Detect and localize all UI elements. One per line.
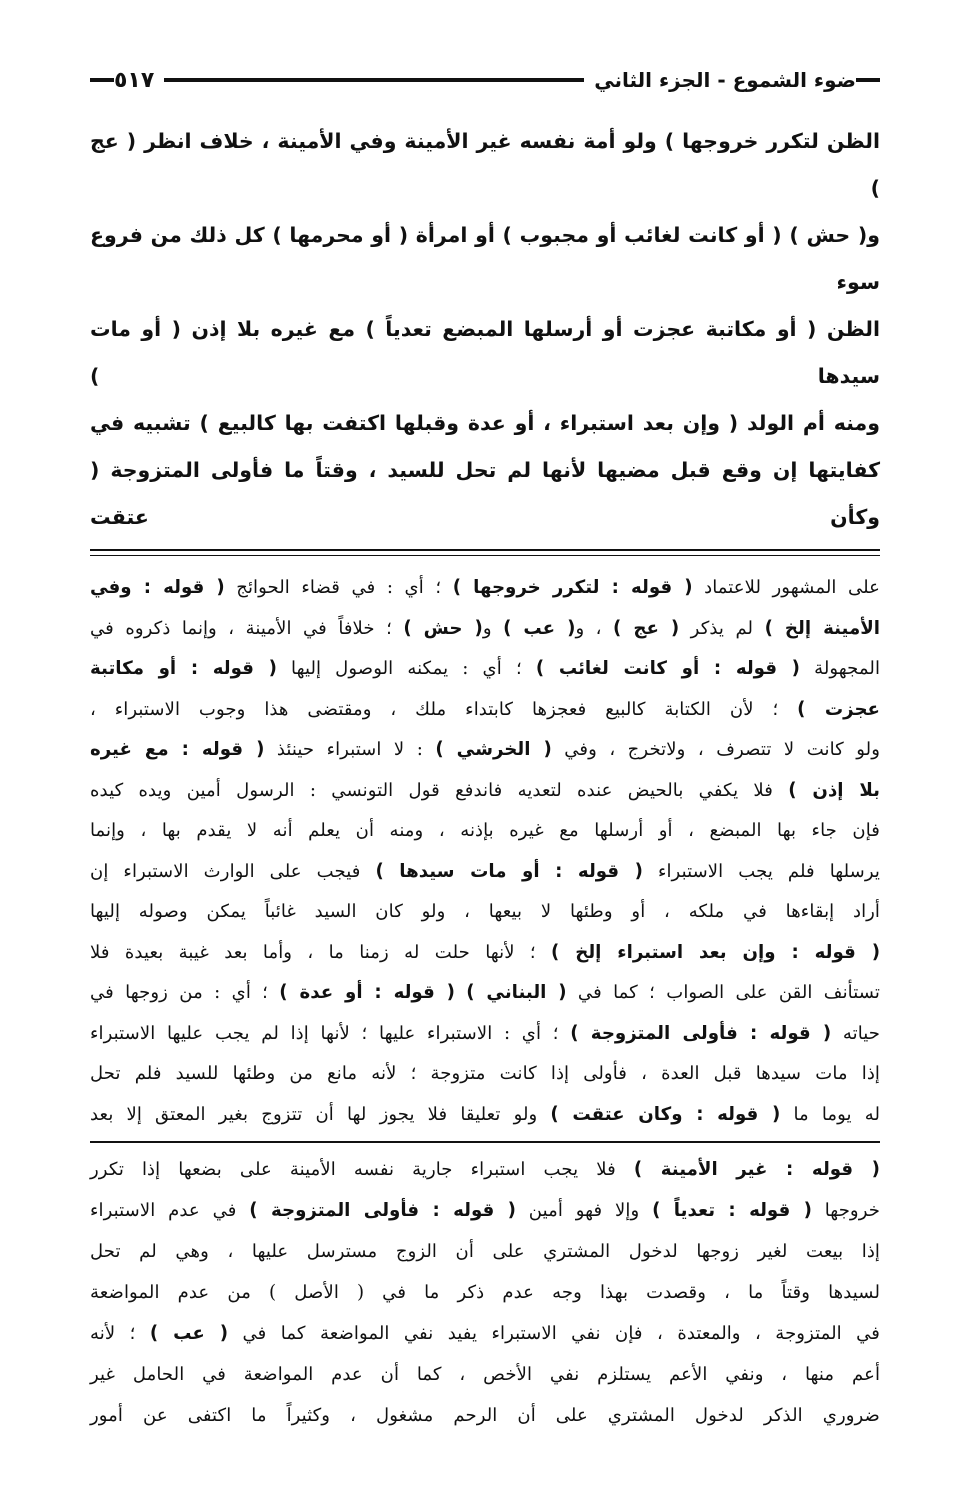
commentary-text <box>90 568 880 1135</box>
line-text: إذا بيعت لغير زوجها لدخول المشتري على أن الزوج مسترسل عليها ، وهي لم تحل <box>90 1241 880 1262</box>
commentary-line <box>90 730 880 771</box>
header-rule <box>164 78 584 82</box>
line-text: ؛ أي : يمكنه الوصول إليها <box>276 658 536 679</box>
bold-citation: ( قوله : أو كانت لغائب ) <box>535 658 800 679</box>
marginal-notes-text <box>90 1149 880 1436</box>
bold-citation: عجزت ) <box>797 698 880 720</box>
commentary-line <box>90 1095 880 1136</box>
line-text: فلا يكفي بالحيض عنده لتعديه فاندفع قول التونسي : الرسول أمين ويده كيده <box>90 779 789 801</box>
commentary-line <box>90 852 880 893</box>
bold-citation: ( حش ) <box>403 617 483 639</box>
line-text: لسيدها وقتاً ما ، وقصدت بهذا وجه عدم ذكر ما في ( الأصل ) من عدم المواضعة <box>90 1282 880 1303</box>
marginal-note-line <box>90 1354 880 1395</box>
line-text: على المشهور للاعتماد <box>692 577 881 598</box>
main-text-line: الظن لتكرر خروجها ) ولو أمة نفسه غير الأمينة وفي الأمينة ، خلاف انظر ( عج ) <box>90 129 880 200</box>
line-text: ولو تعليقا فلا يجوز لها أن تتزوج بغير المعتق إلا بعد <box>90 1103 551 1125</box>
main-text <box>90 118 880 541</box>
commentary-line <box>90 973 880 1014</box>
bold-citation: ( قوله : وإن بعد استبراء إلخ ) <box>551 941 881 963</box>
line-text: ؛ لأنها حلت له زمنا ما ، وأما بعد غيبة بعيدة فلا <box>90 941 552 963</box>
section-divider <box>90 1141 880 1143</box>
line-text: وإلا فهو أمين <box>515 1200 653 1221</box>
bold-citation: ( قوله : أو عدة ) <box>279 982 455 1003</box>
commentary-line <box>90 649 880 690</box>
header-rule-left <box>90 78 114 82</box>
line-text: فإن جاء بها المبضع ، أو أرسلها مع غيره بإذنه ، ومنه أن يعلم أنه لا يقدم بها ، وإنما <box>90 820 880 841</box>
marginal-note-line <box>90 1395 880 1436</box>
bold-citation: ( قوله : مع غيره <box>90 739 265 760</box>
bold-citation: بلا إذن ) <box>788 779 880 801</box>
bold-citation: ( قوله : أو مكاتبة <box>90 658 277 679</box>
section-divider-double <box>90 549 880 556</box>
line-text: المجهولة <box>799 658 881 679</box>
commentary-line <box>90 690 880 731</box>
bold-citation: ( عج ) <box>613 617 680 639</box>
line-text: خروجها <box>811 1200 880 1221</box>
line-text: ؛ خلافاً في الأمينة ، وإنما ذكروه في <box>90 617 404 639</box>
main-text-line: ومنه أم الولد ( وإن بعد استبراء ، أو عدة وقبلها اكتفت بها كالبيع ) تشبيه في <box>90 411 880 435</box>
line-text: ؛ أي : من زوجها في <box>90 982 280 1003</box>
commentary-line <box>90 609 880 650</box>
line-text: حياته <box>831 1022 880 1044</box>
line-text: ؛ أي : في قضاء الحوائج <box>224 577 453 598</box>
bold-citation: ( قوله : غير الأمينة ) <box>633 1159 880 1180</box>
main-text-line: الظن ( أو مكاتبة عجزت أو أرسلها المبضع تعدياً ) مع غيره بلا إذن ( أو مات سيدها ) <box>90 317 880 388</box>
line-text: تستأنف القن على الصواب ؛ كما في <box>566 982 880 1003</box>
line-text: إذا مات سيدها قبل العدة ، فأولى إذا كانت متزوجة ؛ لأنه مانع من وطئها للسيد فلم تحل <box>90 1063 880 1084</box>
bold-citation: ( قوله : أو مات سيدها ) <box>375 860 643 882</box>
main-text-line: و( حش ) ( أو كانت لغائب أو مجبوب ) أو امرأة ( أو محرمها ) كل ذلك من فروع سوء <box>90 223 880 294</box>
bold-citation: ( قوله : فأولى المتزوجة ) <box>570 1022 832 1044</box>
commentary-line <box>90 811 880 852</box>
running-header <box>90 60 880 100</box>
bold-citation: ( الخرشي ) <box>435 739 552 760</box>
line-text: في عدم الاستبراء <box>90 1200 250 1221</box>
marginal-note-line <box>90 1149 880 1190</box>
marginal-note-line <box>90 1231 880 1272</box>
bold-citation: ( قوله : لتكرر خروجها ) <box>452 577 693 598</box>
page-number: ٥١٧ <box>114 67 155 93</box>
bold-citation: ( قوله : وفي <box>90 577 225 598</box>
bold-citation: ( قوله : تعدياً ) <box>652 1200 812 1221</box>
line-text: : لا استبراء حينئذ <box>264 739 436 760</box>
line-text: فلا يجب استبراء جارية نفسه الأمينة على بضعها إذا تكرر <box>90 1159 634 1180</box>
main-text-line: كفايتها إن وقع قبل مضيها لأنها لم تحل للسيد ، وقتاً ما فأولى المتزوجة ( وكأن عتقت <box>90 458 880 529</box>
commentary-line <box>90 933 880 974</box>
book-page <box>90 60 880 1436</box>
line-text: أراد إبقاءها في ملكه ، أو وطئها لا بيعها ، ولو كان السيد غائباً يمكن وصوله إليها <box>90 901 880 922</box>
line-text <box>455 982 466 1003</box>
commentary-line <box>90 1054 880 1095</box>
line-text: ؛ لأنه <box>90 1323 150 1344</box>
bold-citation: ( قوله : فأولى المتزوجة ) <box>249 1200 516 1221</box>
line-text: ؛ أي : الاستبراء عليها ؛ لأنها إذا لم يجب عليها الاستبراء <box>90 1022 571 1044</box>
commentary-line <box>90 892 880 933</box>
line-text: يرسلها فلم يجب الاستبراء <box>642 860 880 882</box>
bold-citation: ( عب ) <box>503 617 576 639</box>
line-text: في المتزوجة ، والمعتدة ، فإن نفي الاستبراء يفيد نفي المواضعة كما في <box>228 1323 881 1344</box>
commentary-line <box>90 1014 880 1055</box>
line-text: ضروري الذكر لدخول المشتري على أن الرحم مشغول ، وكثيراً ما اكتفى عن أمور <box>90 1405 880 1426</box>
bold-citation: ( البناني ) <box>466 982 567 1003</box>
commentary-line <box>90 771 880 812</box>
marginal-note-line <box>90 1272 880 1313</box>
line-text: ولو كانت لا تتصرف ، ولاتخرج ، وفي <box>551 739 880 760</box>
line-text: ، و <box>575 617 614 639</box>
line-text: فيجب على الوارث الاستبراء إن <box>90 860 376 882</box>
line-text: و <box>482 617 504 639</box>
bold-citation: ( قوله : وكان عتقت ) <box>550 1103 781 1125</box>
line-text: لم يذكر <box>679 617 765 639</box>
book-title: ضوء الشموع - الجزء الثاني <box>594 68 856 92</box>
bold-citation: الأمينة إلخ ) <box>764 617 880 639</box>
header-rule-right <box>856 78 880 82</box>
commentary-line <box>90 568 880 609</box>
line-text: أعم منها ، ونفي الأعم يستلزم نفي الأخص ، كما أن عدم المواضعة في الحامل غير <box>90 1364 880 1385</box>
line-text: له يوما ما <box>780 1103 881 1125</box>
marginal-note-line <box>90 1313 880 1354</box>
marginal-note-line <box>90 1190 880 1231</box>
line-text: ؛ لأن الكتابة كالبيع فعجزها كابتداء ملك ، ومقتضى هذا وجوب الاستبراء ، <box>90 698 798 720</box>
bold-citation: ( عب ) <box>149 1323 229 1344</box>
